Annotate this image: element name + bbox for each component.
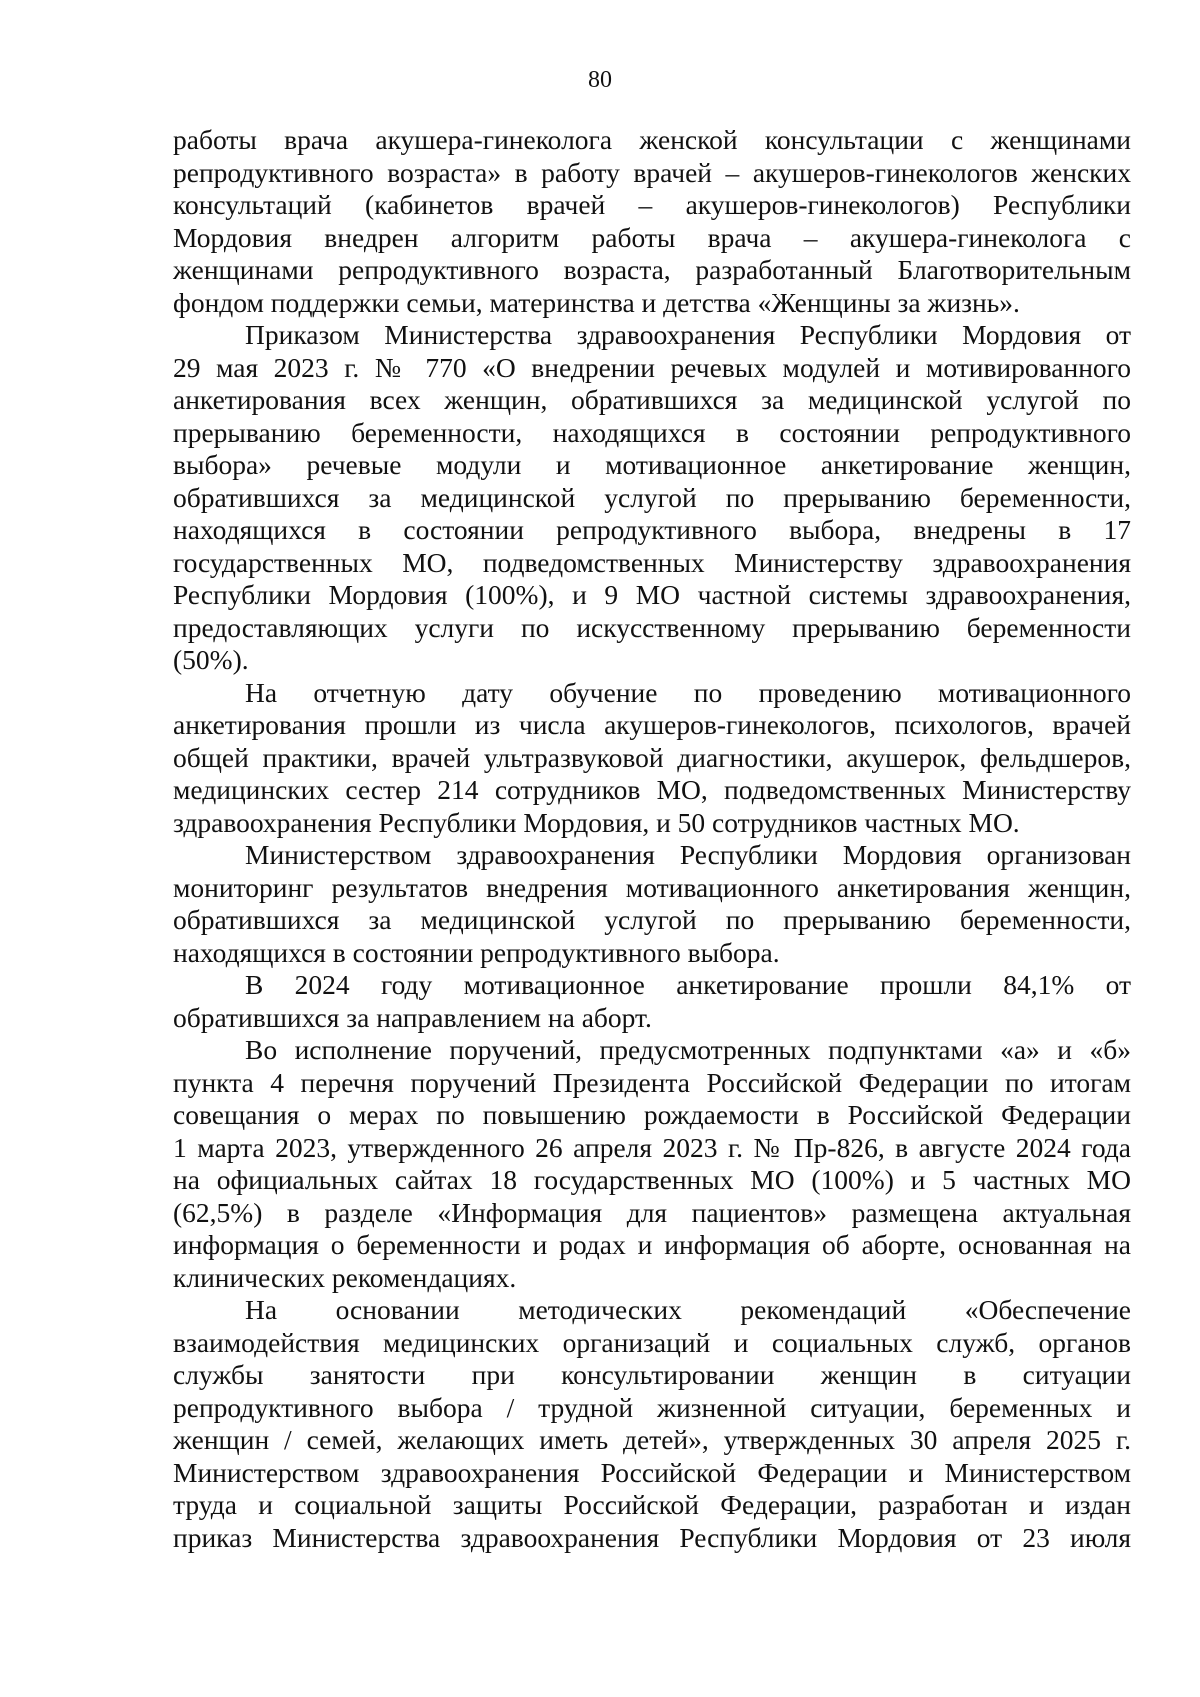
text-line: (62,5%) в разделе «Информация для пациентов» размещена актуальная <box>173 1196 1131 1228</box>
paragraph <box>173 124 1131 319</box>
text-line: клинических рекомендациях. <box>173 1261 517 1293</box>
text-line: труда и социальной защиты Российской Федерации, разработан и издан <box>173 1489 1131 1520</box>
text-line: В 2024 году мотивационное анкетирование прошли 84,1% от <box>245 969 1131 1000</box>
text-line: женщин / семей, желающих иметь детей», утвержденных 30 апреля 2025 г. <box>173 1424 1131 1455</box>
text-line: выбора» речевые модули и мотивационное анкетирование женщин, <box>173 449 1131 480</box>
text-line: На основании методических рекомендаций «Обеспечение <box>245 1294 1131 1325</box>
text-line: анкетирования всех женщин, обратившихся за медицинской услугой по <box>173 384 1131 415</box>
text-line: фондом поддержки семьи, материнства и детства «Женщины за жизнь». <box>173 286 1020 318</box>
text-line: 1 марта 2023, утвержденного 26 апреля 2023 г. № Пр-826, в августе 2024 года <box>173 1131 1131 1163</box>
text-line: работы врача акушера-гинеколога женской консультации с женщинами <box>173 124 1131 155</box>
text-line: службы занятости при консультировании женщин в ситуации <box>173 1359 1131 1390</box>
text-line: на официальных сайтах 18 государственных МО (100%) и 5 частных МО <box>173 1164 1131 1195</box>
text-line: (50%). <box>173 644 249 675</box>
page-number: 80 <box>588 67 612 93</box>
text-line: Во исполнение поручений, предусмотренных подпунктами «а» и «б» <box>245 1034 1131 1065</box>
text-line: консультаций (кабинетов врачей – акушеров-гинекологов) Республики <box>173 189 1131 220</box>
text-line: Приказом Министерства здравоохранения Республики Мордовия от <box>245 319 1131 350</box>
paragraph <box>173 1034 1131 1294</box>
paragraph <box>173 969 1131 1034</box>
text-line: репродуктивного выбора / трудной жизненной ситуации, беременных и <box>173 1391 1131 1423</box>
paragraph <box>173 1294 1131 1554</box>
text-line: обратившихся за медицинской услугой по прерыванию беременности, <box>173 481 1131 513</box>
text-line: Министерством здравоохранения Республики Мордовия организован <box>245 839 1131 870</box>
text-line: обратившихся за медицинской услугой по прерыванию беременности, <box>173 904 1131 935</box>
text-line: общей практики, врачей ультразвуковой диагностики, акушерок, фельдшеров, <box>173 741 1131 773</box>
text-line: женщинами репродуктивного возраста, разработанный Благотворительным <box>173 254 1131 285</box>
text-line: информация о беременности и родах и информация об аборте, основанная на <box>173 1229 1131 1260</box>
text-line: пункта 4 перечня поручений Президента Российской Федерации по итогам <box>173 1066 1131 1098</box>
text-line: обратившихся за направлением на аборт. <box>173 1001 652 1033</box>
text-line: 29 мая 2023 г. № 770 «О внедрении речевых модулей и мотивированного <box>173 351 1131 383</box>
text-line: совещания о мерах по повышению рождаемости в Российской Федерации <box>173 1099 1131 1130</box>
paragraph <box>173 677 1131 840</box>
text-line: мониторинг результатов внедрения мотивационного анкетирования женщин, <box>173 871 1131 903</box>
paragraph <box>173 839 1131 969</box>
text-line: Республики Мордовия (100%), и 9 МО частной системы здравоохранения, <box>173 579 1131 610</box>
paragraph <box>173 319 1131 677</box>
text-line: прерыванию беременности, находящихся в состоянии репродуктивного <box>173 416 1131 448</box>
text-line: государственных МО, подведомственных Министерству здравоохранения <box>173 546 1131 578</box>
text-line: Мордовия внедрен алгоритм работы врача – акушера-гинеколога с <box>173 221 1131 253</box>
text-line: находящихся в состоянии репродуктивного выбора, внедрены в 17 <box>173 514 1131 545</box>
text-line: взаимодействия медицинских организаций и социальных служб, органов <box>173 1326 1131 1358</box>
text-line: На отчетную дату обучение по проведению мотивационного <box>245 676 1131 708</box>
text-line: Министерством здравоохранения Российской Федерации и Министерством <box>173 1456 1131 1488</box>
document-body <box>173 124 1131 1554</box>
text-line: репродуктивного возраста» в работу врачей – акушеров-гинекологов женских <box>173 156 1131 188</box>
text-line: анкетирования прошли из числа акушеров-гинекологов, психологов, врачей <box>173 709 1131 740</box>
text-line: приказ Министерства здравоохранения Республики Мордовия от 23 июля <box>173 1521 1131 1553</box>
text-line: находящихся в состоянии репродуктивного выбора. <box>173 936 780 968</box>
text-line: здравоохранения Республики Мордовия, и 50 сотрудников частных МО. <box>173 806 1020 838</box>
text-line: предоставляющих услуги по искусственному прерыванию беременности <box>173 611 1131 643</box>
text-line: медицинских сестер 214 сотрудников МО, подведомственных Министерству <box>173 774 1131 805</box>
